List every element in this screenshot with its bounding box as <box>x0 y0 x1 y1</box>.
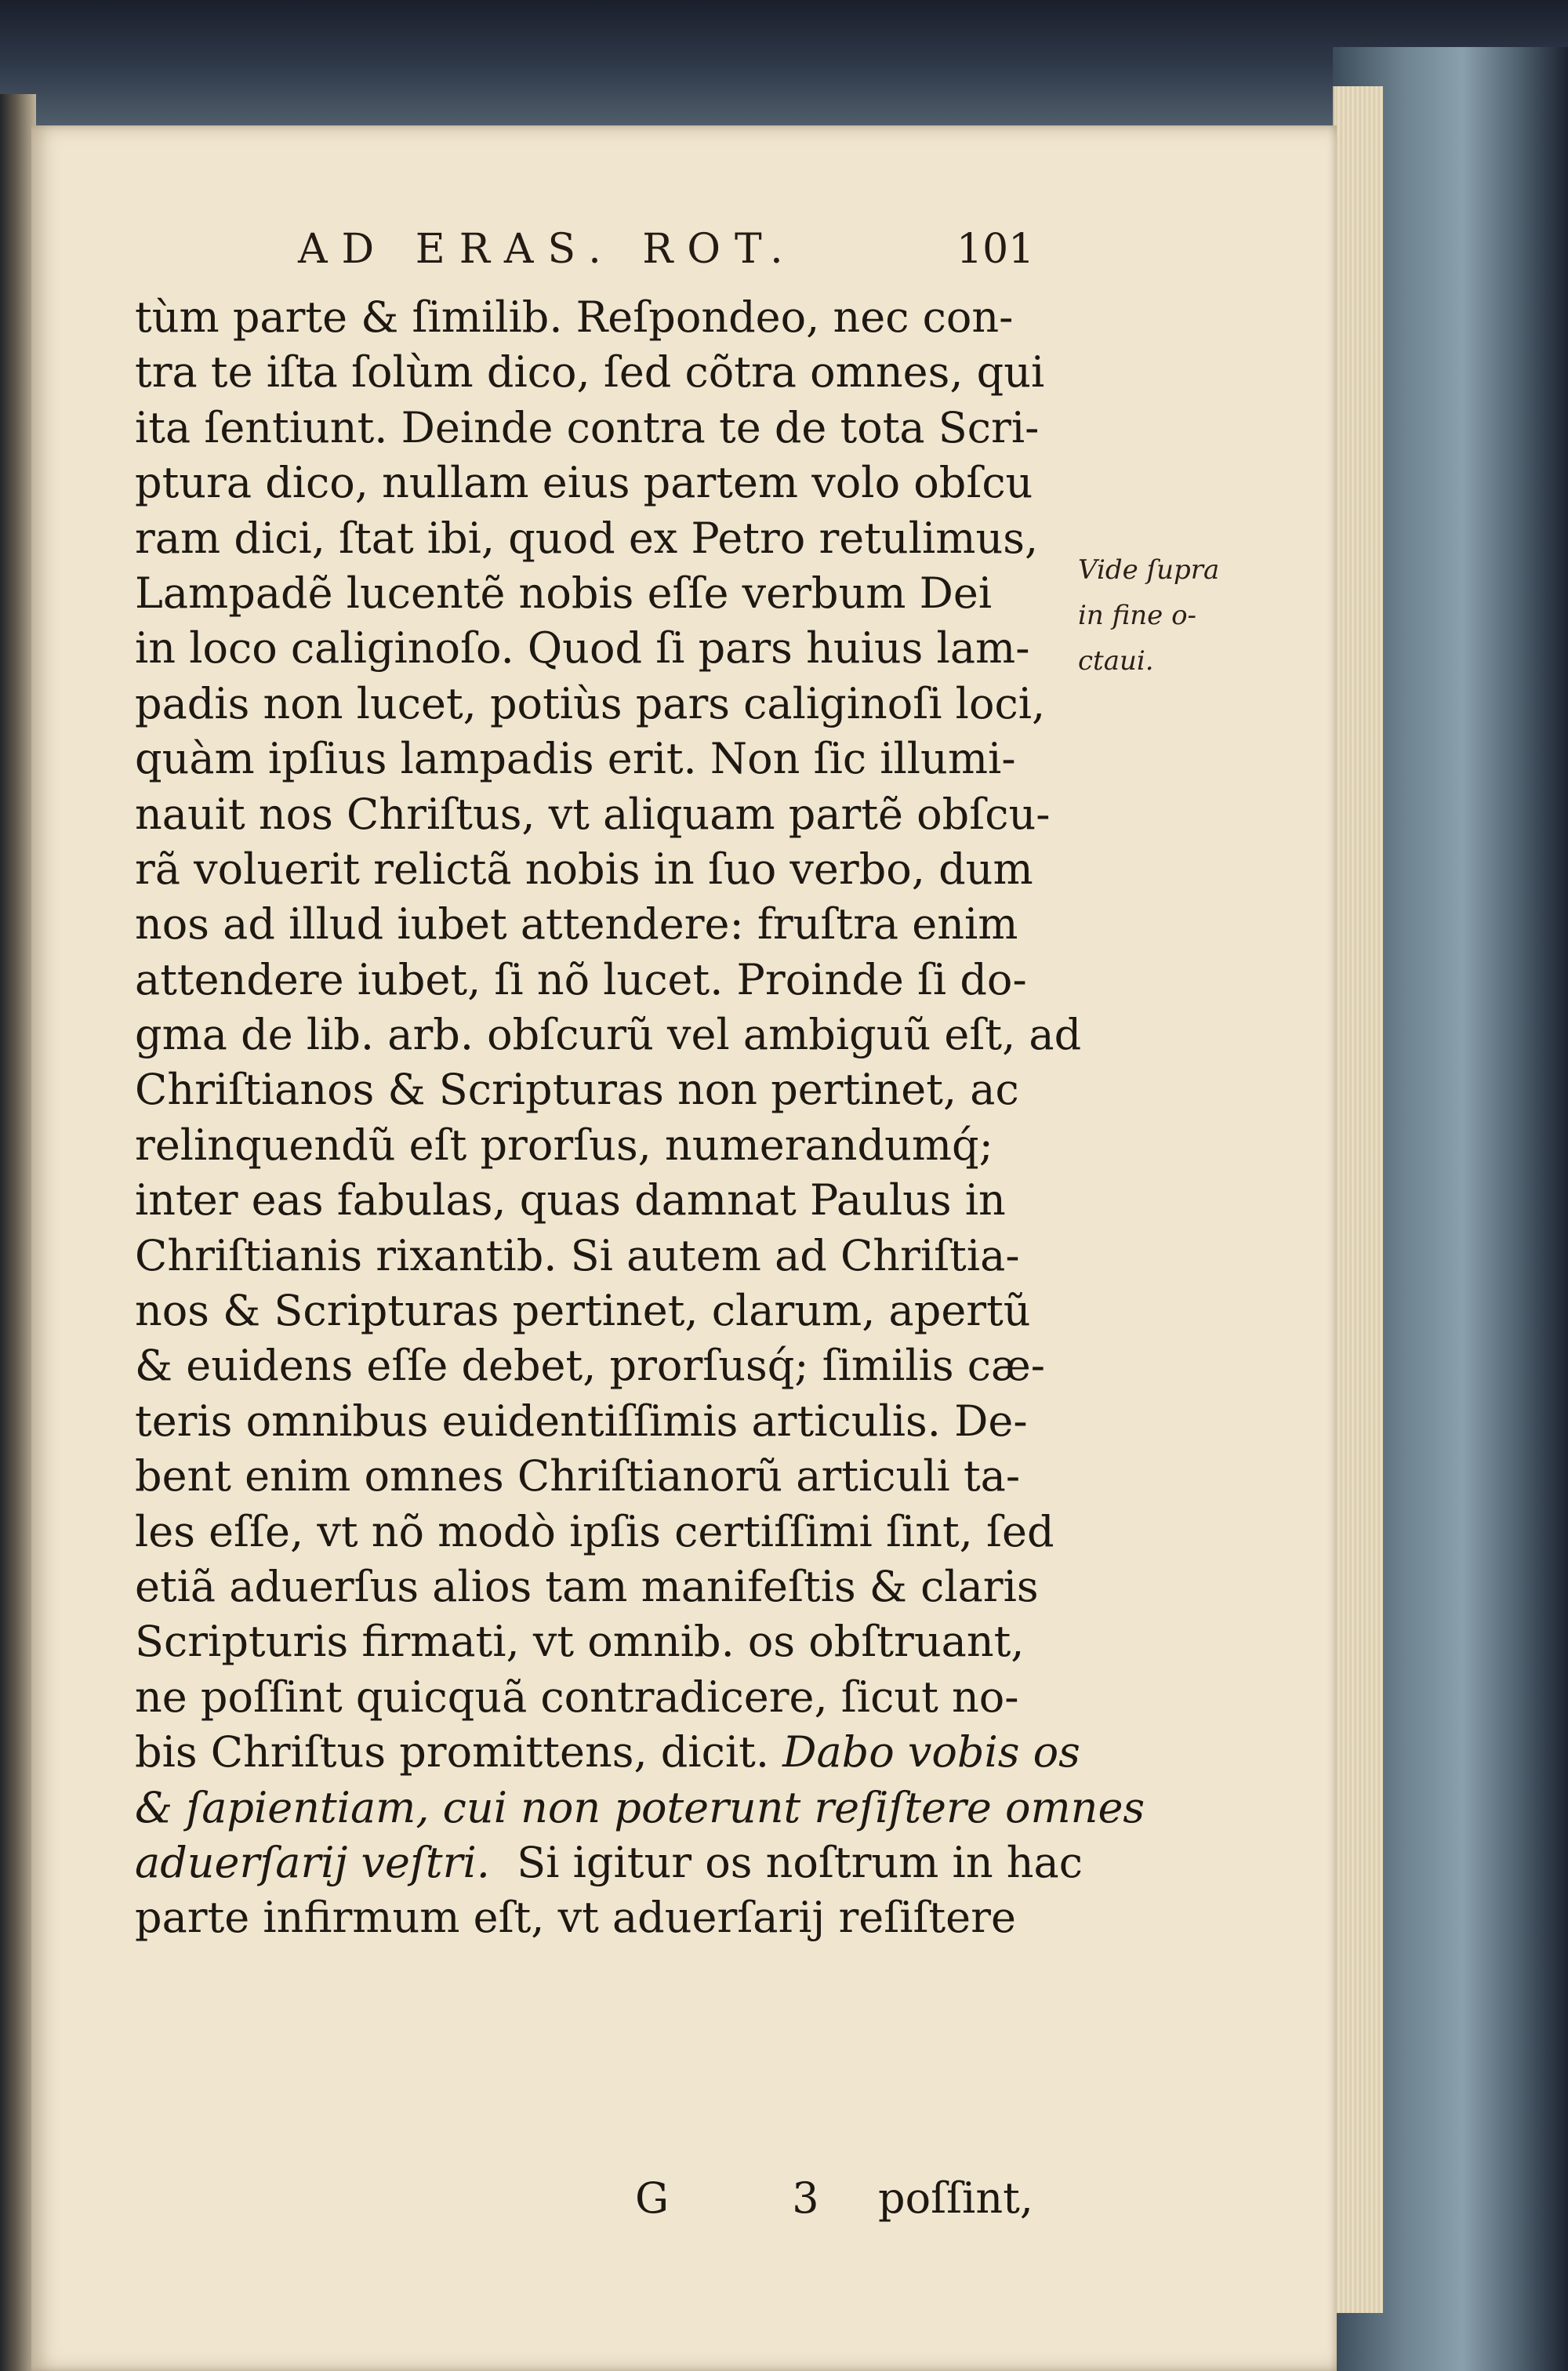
text-line: padis non lucet, potiùs pars caliginoſi loci, <box>135 678 1046 728</box>
marginal-note <box>1078 547 1274 684</box>
text-line: ram dici, ſtat ibi, quod ex Petro retulimus, <box>135 513 1039 563</box>
text-line: etiã aduerſus alios tam manifeſtis & claris <box>135 1561 1039 1611</box>
scripture-quote-start: Dabo vobis os <box>782 1727 1080 1777</box>
text-line: in loco caliginoſo. Quod ſi pars huius lam- <box>135 623 1030 674</box>
text-line <box>135 1835 1091 1890</box>
text-line: relinquendũ eſt prorſus, numerandumq́; <box>135 1120 993 1170</box>
text-line: Chriſtianis rixantib. Si autem ad Chriſtia- <box>135 1230 1020 1280</box>
text-line: gma de lib. arb. obſcurũ vel ambiguũ eſt, ad <box>135 1010 1082 1060</box>
page-footer <box>31 2173 1337 2236</box>
text-line: ita ſentiunt. Deinde contra te de tota Scri- <box>135 402 1040 452</box>
text-line: inter eas fabulas, quas damnat Paulus in <box>135 1175 1006 1225</box>
text-line: quàm ipſius lampadis erit. Non ſic illumi- <box>135 734 1016 784</box>
text-line: tùm parte & ſimilib. Reſpondeo, nec con- <box>135 292 1014 342</box>
page-edges <box>1333 86 1383 2313</box>
text-line-start: bis Chriſtus promittens, dicit. <box>135 1727 769 1777</box>
text-line: Chriſtianos & Scripturas non pertinet, ac <box>135 1065 1019 1115</box>
signature-mark: G 3 <box>635 2173 874 2223</box>
text-line: attendere iubet, ſi nõ lucet. Proinde ſi do- <box>135 954 1027 1004</box>
text-line: nos & Scripturas pertinet, clarum, apertũ <box>135 1286 1031 1336</box>
catchword: poſſint, <box>878 2173 1033 2223</box>
running-head: AD ERAS. ROT. <box>298 226 797 273</box>
text-line: parte infirmum eſt, vt aduerſarij reſiſtere <box>135 1893 1016 1943</box>
scripture-quote-line: & ſapientiam, cui non poterunt reſiſtere omnes <box>135 1782 1145 1832</box>
text-line: & euidens eſſe debet, prorſusq́; ſimilis cæ- <box>135 1341 1046 1391</box>
marginal-note-line: in fine o- <box>1078 600 1197 631</box>
text-line: Lampadẽ lucentẽ nobis eſſe verbum Dei <box>135 568 993 618</box>
text-line: rã voluerit relictã nobis in ſuo verbo, dum <box>135 844 1033 894</box>
text-line: Scripturis firmati, vt omnib. os obſtruant, <box>135 1617 1025 1667</box>
text-line: nauit nos Chriſtus, vt aliquam partẽ obſcu- <box>135 789 1051 839</box>
text-line: ptura dico, nullam eius partem volo obſcu <box>135 458 1033 508</box>
marginal-note-line: ctaui. <box>1078 645 1154 677</box>
text-line-continuation: Si igitur os noſtrum in hac <box>517 1837 1083 1887</box>
text-line: les eſſe, vt nõ modò ipſis certiſſimi ſint, ſed <box>135 1506 1054 1556</box>
page-number: 101 <box>956 226 1035 273</box>
text-line: ne poſſint quicquã contradicere, ſicut no- <box>135 1672 1019 1722</box>
text-line: teris omnibus euidentiſſimis articulis. De- <box>135 1396 1028 1446</box>
text-line: nos ad illud iubet attendere: fruſtra enim <box>135 899 1018 949</box>
scripture-quote-end: aduerſarij veſtri. <box>135 1837 490 1887</box>
text-line: bent enim omnes Chriſtianorũ articuli ta- <box>135 1451 1021 1501</box>
text-line <box>135 1725 1091 1780</box>
book-page <box>31 125 1337 2371</box>
marginal-note-line: Vide ſupra <box>1078 554 1220 586</box>
page-header <box>31 220 1337 290</box>
text-line: tra te iſta ſolùm dico, ſed cõtra omnes, qui <box>135 347 1045 398</box>
